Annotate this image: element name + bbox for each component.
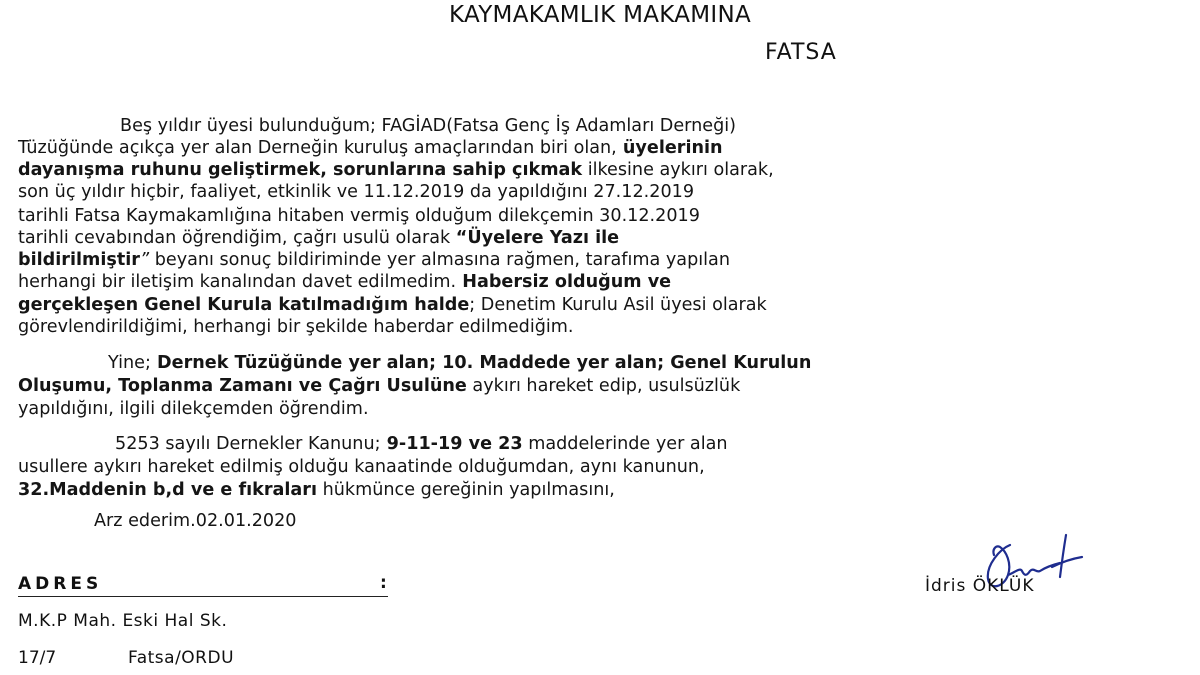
italic-segment: ” bbox=[139, 250, 150, 270]
bold-segment: Habersiz olduğum ve bbox=[456, 272, 672, 292]
body-line bbox=[115, 433, 728, 455]
body-line bbox=[18, 249, 730, 271]
text-segment: ilkesine aykırı olarak, bbox=[582, 160, 774, 180]
text-segment: tarihli cevabından öğrendiğim, çağrı usulü olarak bbox=[18, 228, 456, 248]
body-line bbox=[18, 294, 767, 316]
text-segment: 5253 sayılı Dernekler Kanunu; bbox=[115, 434, 381, 454]
bold-segment: 9-11-19 ve 23 bbox=[380, 434, 523, 454]
text-segment: beyanı sonuç bildiriminde yer almasına rağmen, tarafıma yapılan bbox=[149, 250, 730, 270]
body-line bbox=[18, 398, 369, 420]
body-line bbox=[18, 227, 619, 249]
text-segment: Yine; bbox=[108, 353, 151, 373]
closing-line: Arz ederim.02.01.2020 bbox=[94, 511, 297, 531]
address-colon: : bbox=[380, 573, 387, 593]
body-line bbox=[18, 205, 700, 227]
body-line bbox=[18, 375, 740, 397]
text-segment: aykırı hareket edip, usulsüzlük bbox=[466, 376, 741, 396]
bold-segment: Dernek Tüzüğünde yer alan; 10. Maddede yer alan; Genel Kurulun bbox=[150, 353, 812, 373]
body-line bbox=[18, 137, 723, 159]
text-segment: Beş yıldır üyesi bulunduğum; FAGİAD(Fatsa Genç İş Adamları Derneği) bbox=[120, 116, 736, 136]
body-line bbox=[18, 181, 694, 203]
body-line bbox=[18, 456, 705, 478]
text-segment: hükmünce gereğinin yapılmasını, bbox=[317, 480, 615, 500]
body-line bbox=[18, 316, 574, 338]
address-door-number: 17/7 bbox=[18, 648, 57, 668]
bold-segment: dayanışma ruhunu geliştirmek, sorunlarına sahip çıkmak bbox=[18, 160, 583, 180]
text-segment: ; Denetim Kurulu Asil üyesi olarak bbox=[469, 295, 767, 315]
body-line bbox=[108, 352, 811, 374]
bold-segment: üyelerinin bbox=[616, 138, 723, 158]
bold-segment: “Üyelere Yazı ile bbox=[455, 228, 620, 248]
text-segment: Tüzüğünde açıkça yer alan Derneğin kuruluş amaçlarından biri olan, bbox=[18, 138, 617, 158]
text-segment: son üç yıldır hiçbir, faaliyet, etkinlik ve 11.12.2019 da yapıldığını 27.12.2019 bbox=[18, 182, 695, 202]
bold-segment: bildirilmiştir bbox=[18, 250, 140, 270]
address-line-1: M.K.P Mah. Eski Hal Sk. bbox=[18, 611, 228, 631]
signer-name: İdris ÖKLÜK bbox=[925, 576, 1035, 596]
text-segment: herhangi bir iletişim kanalından davet edilmedim. bbox=[18, 272, 457, 292]
text-segment: usullere aykırı hareket edilmiş olduğu kanaatinde olduğumdan, aynı kanunun, bbox=[18, 457, 705, 477]
text-segment: yapıldığını, ilgili dilekçemden öğrendim. bbox=[18, 399, 369, 419]
text-segment: görevlendirildiğimi, herhangi bir şekilde haberdar edilmediğim. bbox=[18, 317, 574, 337]
text-segment: tarihli Fatsa Kaymakamlığına hitaben vermiş olduğum dilekçemin 30.12.2019 bbox=[18, 206, 700, 226]
body-line bbox=[18, 271, 671, 293]
document-city: FATSA bbox=[765, 40, 837, 65]
bold-segment: Oluşumu, Toplanma Zamanı ve Çağrı Usulüne bbox=[18, 376, 467, 396]
body-line bbox=[120, 115, 736, 137]
body-line bbox=[18, 159, 774, 181]
address-city: Fatsa/ORDU bbox=[128, 648, 235, 668]
text-segment: maddelerinde yer alan bbox=[522, 434, 728, 454]
document-title: KAYMAKAMLIK MAKAMINA bbox=[448, 2, 752, 28]
bold-segment: gerçekleşen Genel Kurula katılmadığım halde bbox=[18, 295, 470, 315]
address-label: ADRES bbox=[18, 574, 103, 594]
address-underline bbox=[18, 596, 388, 597]
body-line bbox=[18, 479, 615, 501]
bold-segment: 32.Maddenin b,d ve e fıkraları bbox=[18, 480, 317, 500]
